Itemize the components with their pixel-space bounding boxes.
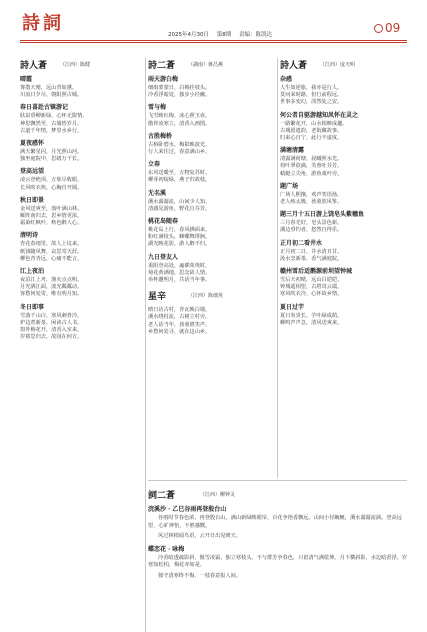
poem-line: 人生如逆旅，我亦是行人。: [280, 85, 343, 91]
poem-title: 九日登友人: [148, 253, 179, 261]
poem-block: [280, 268, 407, 299]
poem-line: 三月春光好，皂头景色新。: [280, 220, 343, 227]
poem-line: 钟城遥相望，古塔耸云端。: [280, 284, 343, 291]
poem-title: 江上夜泊: [20, 268, 45, 276]
poem-line: 老人话当年，孩童嬉笑声。: [148, 321, 211, 328]
poem-block: [148, 218, 275, 249]
poem-line: 归来心自宁，此行不虚度。: [280, 135, 343, 142]
section-header: [20, 58, 143, 72]
poem-line: 雾散天晴，远山青如黛。: [20, 85, 78, 91]
poem-block: [148, 161, 275, 184]
poem-line: 莫问来时路，但行前程远。: [280, 92, 343, 99]
section-author: （江西）庞天明: [320, 62, 356, 68]
poem-title: 夏日过芋: [280, 303, 305, 311]
poem-line: 霜染红枫叶，秋色醉人心。: [20, 220, 83, 227]
poem-title: 题广场: [280, 182, 299, 190]
poem-line: 老人练太极，孩童放风筝。: [280, 199, 343, 206]
section-header: [148, 289, 275, 303]
section-header: [148, 58, 275, 72]
poem-line: 古城留遗韵，老街藏故事。: [280, 127, 343, 134]
section-title: 詩二蒼: [148, 61, 176, 71]
bottom-divider: [148, 480, 407, 481]
poem-block: [280, 211, 407, 234]
poem-line: 金风送爽至，落叶满山林。: [20, 205, 83, 212]
poem-line: 蜻蜓立尖角，游鱼戏叶旁。: [280, 170, 343, 177]
ci-text: 谷雨时节春色浓，再登殷台山。满山新绿映眼帘，百花争艳香飘远。山间小径蜿蜒，溪水潺潺流淌。登高远望，心旷神怡，不胜感慨。: [148, 515, 402, 529]
poem-line: 古道千年情，梦里水乡行。: [20, 127, 83, 134]
editor-credit: 责编：陈凯达: [239, 32, 273, 38]
page-number: [374, 21, 400, 35]
poem-line: 神思飘然至，古墙皆岁月。: [20, 120, 83, 127]
section-header: [280, 58, 407, 72]
poem-line: 溪边垂钓者，悠然自得乐。: [280, 227, 343, 234]
poem-block: [148, 104, 275, 127]
section-title: 詞二蒼: [148, 491, 176, 501]
poem-block: [148, 76, 275, 99]
poem-line: 雁阵南归去，思乡情更浓。: [20, 213, 83, 220]
poem-title: 无名溪: [148, 189, 167, 197]
newspaper-logo: 詩詞: [22, 13, 64, 34]
section-author: （江西）陈健: [60, 62, 91, 68]
poem-line: 客愁何处寄，唯有明月知。: [20, 291, 83, 298]
poem-line: 正月初二日，井水清且甘。: [280, 248, 343, 255]
poem-line: 夏日炎炎长，芋叶绿成荫。: [280, 312, 343, 319]
top-rule: [20, 40, 407, 41]
poem-title: 正月初二看井水: [280, 239, 323, 247]
poem-title: 立春: [148, 161, 161, 169]
ci-piece: [148, 546, 407, 581]
poem-block: [148, 254, 275, 285]
poem-line: 蝉鸣声声急，清风送爽来。: [280, 319, 343, 326]
ci-piece: [148, 506, 407, 541]
page-number-text: 09: [385, 21, 401, 35]
poem-line: 晴日访古村，青瓦映白墙。: [148, 307, 211, 314]
poem-line: 柳芽初绽绿，燕子归故枝。: [148, 177, 211, 184]
section-author: （江西）陈细英: [188, 293, 224, 300]
issue-number: 第8期: [216, 32, 232, 38]
poem-title: 雨天游白梅: [148, 76, 179, 83]
poem-title: 雪与梅: [148, 104, 167, 112]
ci-title: 浣溪沙 · 乙巳谷雨再登殷台山: [148, 506, 227, 513]
poem-line: 桃花岛上行，春风拂面来。: [148, 227, 211, 234]
poem-line: 傲骨凌寒立，清香入画图。: [148, 120, 211, 127]
poem-title: 夏夜感怀: [20, 140, 45, 148]
poem-line: 炉边煮新茶，闲读古人书。: [20, 319, 83, 326]
poem-title: 桃花岛随春: [148, 218, 179, 226]
poem-title: 冬日即事: [20, 303, 45, 311]
poem-line: 荷叶翠欲滴，芙蓉吐芬芳。: [280, 163, 343, 170]
poem-line: 月光洒江面，波光粼粼动。: [20, 284, 83, 291]
poem-line: 岁暮思归去，故园在何方。: [20, 334, 83, 341]
page-ring-icon: [374, 24, 383, 33]
ci-title: 蝶恋花 · 咏梅: [148, 545, 185, 553]
poem-line: 溪水潺潺流，山间少人知。: [148, 198, 211, 205]
section-title: 詩人蒼: [20, 61, 48, 71]
poem-line: 汲水烹新茶，香气满庭院。: [280, 255, 343, 262]
poem-block: [280, 147, 407, 178]
poem-line: 凌云登绝顶，万象尽收眼。: [20, 177, 83, 184]
poem-block: [280, 304, 407, 327]
masthead: [0, 0, 427, 44]
section-author: （湖南）蒋昌燕: [188, 62, 224, 68]
section-title: 星辛: [148, 292, 167, 303]
poem-block: [20, 268, 143, 299]
poem-line: 行人来往过，春意满山乡。: [148, 149, 211, 156]
poem-line: 重阳登高处，遍插茱萸时。: [148, 262, 211, 269]
column-divider: [277, 58, 278, 478]
poem-line: 雪后天初晴，远山白皑皑。: [280, 277, 343, 284]
poem-line: 一路繁花开，山水相映成趣。: [280, 120, 348, 127]
top-rule-thin: [20, 42, 407, 43]
poem-title: 满塘清露: [280, 147, 305, 155]
issue-date: 2025年4月30日: [168, 32, 209, 38]
column-divider: [145, 58, 146, 632]
poem-block: [148, 190, 275, 213]
poem-title: 秋日即景: [20, 196, 45, 204]
poem-block: [20, 140, 143, 163]
poem-title: 春日喜赴古镇游记: [20, 104, 69, 112]
poem-line: 寒风吹衣冷，心怀故乡情。: [280, 291, 343, 298]
poem-title: 题三月十五日游上饶皂头紫穗鱼: [280, 211, 365, 219]
ci-text: 风过林梢闻鸟语，云开日出见晴天。: [158, 533, 242, 539]
poem-title: 登高远望: [20, 168, 45, 176]
ci-text: 冷香暗透疏影斜，傲雪凌霜，独立寒枝头。不与群芳争春色，只留清气满乾坤。月下横斜影，水边暗香浮。岁寒知松柏，梅花亦如是。: [148, 554, 408, 568]
section-title: 詩人蒼: [280, 61, 308, 71]
poem-line: 世事多变幻，淡然处之安。: [280, 99, 343, 106]
poem-block: [20, 232, 143, 263]
poem-line: 满天繁星闪，月光照山河。: [20, 149, 83, 156]
poem-line: 纸钱随风舞，哀思寄天涯。: [20, 248, 83, 255]
right-column: [280, 58, 407, 482]
poem-line: 杏花春雨里，故人上坟来。: [20, 241, 83, 248]
poem-line: 冷香浮暗处，独步小径幽。: [148, 92, 211, 99]
poem-block: [148, 133, 275, 156]
poem-line: 粉红满枝头，蜂蝶舞徘徊。: [148, 234, 211, 241]
poem-title: 古胜梅桥: [148, 132, 173, 140]
poem-line: 雪落千山白，寒风刺骨冷。: [20, 312, 83, 319]
poem-line: 柳色青青远，心痛不能言。: [20, 255, 83, 262]
poem-block: [148, 307, 275, 336]
poem-line: 菊花黄满地，思念故人情。: [148, 269, 211, 276]
poem-line: 古桥卧碧水，梅影映波光。: [148, 141, 211, 148]
poem-line: 川流日夕尽，朝阳照古城。: [20, 92, 83, 99]
poem-line: 长风吹衣袂，心胸自开阔。: [20, 184, 83, 191]
poem-line: 清露满荷塘，晨曦照水光。: [280, 156, 343, 163]
poem-title: 赣州雪后适鹅源前坝望钟城: [280, 268, 353, 276]
ci-text: 独守清寒终不悔，一枝春意报人间。: [158, 572, 242, 579]
section-author: （江西）柳钟灵: [200, 492, 236, 498]
middle-column: [148, 58, 275, 482]
left-column: [20, 58, 143, 632]
poem-block: [20, 168, 143, 191]
poem-block: [20, 304, 143, 342]
poem-title: 清明诗: [20, 232, 39, 240]
issue-info: [168, 30, 278, 38]
poem-block: [20, 104, 143, 135]
poem-line: 夜泊江上舟，渔火点点明。: [20, 277, 83, 284]
poem-line: 清澈见游鱼，野花自芬芳。: [148, 205, 211, 212]
section-header: [148, 488, 407, 502]
poem-line: 湖光映花影，游人醉不归。: [148, 241, 211, 248]
poem-line: 乡愁何处寻，就在这山乡。: [148, 328, 211, 335]
poem-line: 独坐庭院中，思绪万千长。: [20, 156, 83, 163]
poem-line: 飞雪映红梅，冰心照玉壶。: [148, 113, 211, 120]
poem-block: [280, 76, 407, 107]
poem-title: 何公者自驱游越知凤怀在灵之: [280, 111, 359, 119]
poem-block: [20, 197, 143, 228]
poem-line: 广场人熙攘，欢声笑语扬。: [280, 191, 343, 198]
poem-block: [280, 183, 407, 206]
bottom-section: [148, 488, 407, 585]
poem-line: 溪水绕村流，古树立村旁。: [148, 314, 211, 321]
poem-block: [280, 240, 407, 263]
poem-block: [20, 76, 143, 99]
poem-block: [280, 112, 407, 143]
poem-line: 举杯邀明月，共话当年事。: [148, 277, 211, 284]
poem-line: 肤泉垂柳新绿，心怀无限情。: [20, 113, 88, 120]
poem-line: 东风送暖至，万物复苏时。: [148, 170, 211, 177]
poem-line: 窗外梅花开，清香入室来。: [20, 327, 83, 334]
poem-line: 细雨蒙蒙日，白梅挂枝头。: [148, 85, 211, 91]
poem-title: 杂感: [280, 76, 293, 83]
poem-title: 晴霞: [20, 76, 33, 83]
